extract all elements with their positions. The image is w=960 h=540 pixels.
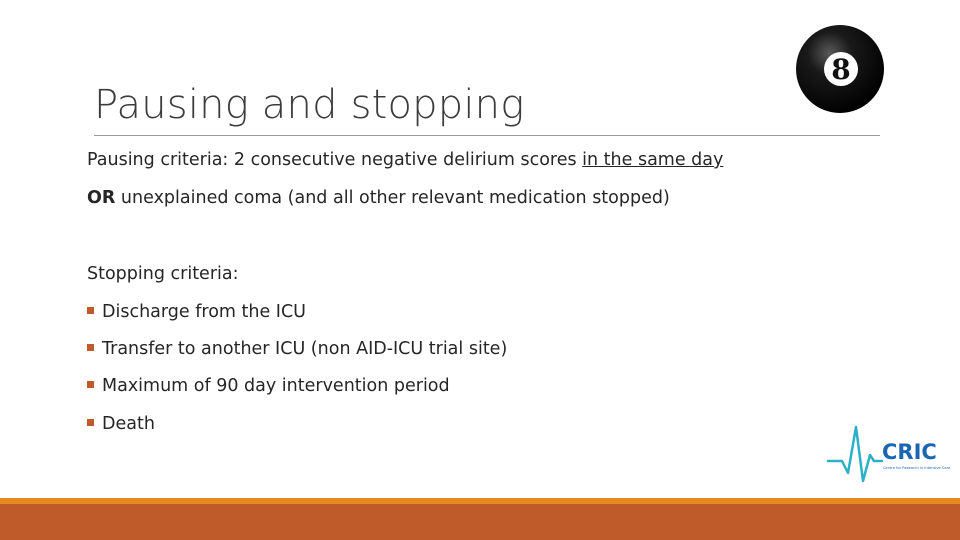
or-coma-line <box>87 188 670 208</box>
or-keyword: OR <box>87 188 116 208</box>
bullet-text: Discharge from the ICU <box>102 302 306 322</box>
logo-tagline: Centre for Research in Intensive Care <box>883 466 951 470</box>
pausing-criteria-emphasis: in the same day <box>582 150 724 170</box>
bullet-text: Death <box>102 414 155 434</box>
title-divider <box>94 135 880 136</box>
bullet-item <box>87 339 507 359</box>
bullet-text: Transfer to another ICU (non AID-ICU trial site) <box>102 339 508 359</box>
footer-bar <box>0 504 960 540</box>
eight-ball-icon <box>795 24 885 114</box>
square-bullet-icon <box>87 381 94 388</box>
bullet-item <box>87 302 306 322</box>
bullet-text: Maximum of 90 day intervention period <box>102 376 450 396</box>
bullet-item <box>87 414 155 434</box>
logo-name: CRIC <box>882 440 937 464</box>
eight-ball-number: 8 <box>831 53 851 86</box>
bullet-item <box>87 376 450 396</box>
pausing-criteria <box>87 150 723 170</box>
stopping-criteria-label: Stopping criteria: <box>87 264 239 284</box>
or-coma-text: unexplained coma (and all other relevant medication stopped) <box>115 188 670 208</box>
pausing-criteria-text: Pausing criteria: 2 consecutive negative delirium scores <box>87 150 583 170</box>
square-bullet-icon <box>87 344 94 351</box>
cric-logo <box>826 425 956 485</box>
heartbeat-line-icon <box>828 427 882 481</box>
square-bullet-icon <box>87 307 94 314</box>
slide-title: Pausing and stopping <box>94 82 525 128</box>
square-bullet-icon <box>87 419 94 426</box>
